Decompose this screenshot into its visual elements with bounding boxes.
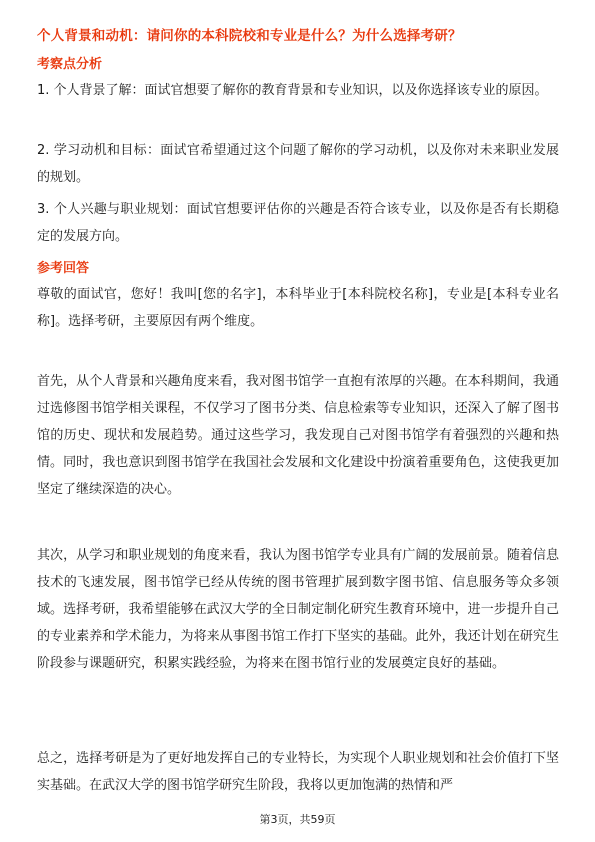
analysis-point-2: 2. 学习动机和目标：面试官希望通过这个问题了解你的学习动机，以及你对未来职业发展的规划。 [37,143,559,185]
page-number-footer: 第3页，共59页 [259,813,336,826]
answer-paragraph-3: 其次，从学习和职业规划的角度来看，我认为图书馆学专业具有广阔的发展前景。随着信息技术的飞速发展，图书馆学已经从传统的图书管理扩展到数字图书馆、信息服务等众多领域。选择考研，我希望能够在武汉大学的全日制定制化研究生教育环境中，进一步提升自己的专业素养和学术能力，为将来从事图书馆工作打下坚实的基础。此外，我还计划在研究生阶段参与课题研究，积累实践经验，为将来在图书馆行业的发展奠定良好的基础。 [37,548,559,671]
analysis-point-1: 1. 个人背景了解：面试官想要了解你的教育背景和专业知识，以及你选择该专业的原因。 [37,83,548,98]
answer-heading: 参考回答 [37,261,90,276]
answer-paragraph-4: 总之，选择考研是为了更好地发挥自己的专业特长，为实现个人职业规划和社会价值打下坚实基础。在武汉大学的图书馆学研究生阶段，我将以更加饱满的热情和严 [37,751,559,793]
answer-paragraph-1: 尊敬的面试官，您好！我叫[您的名字]，本科毕业于[本科院校名称]，专业是[本科专业名称]。选择考研，主要原因有两个维度。 [37,287,559,329]
analysis-point-3: 3. 个人兴趣与职业规划：面试官想要评估你的兴趣是否符合该专业，以及你是否有长期稳定的发展方向。 [37,202,559,244]
question-title: 个人背景和动机：请问你的本科院校和专业是什么？为什么选择考研？ [37,28,462,44]
analysis-heading: 考察点分析 [37,57,103,72]
answer-paragraph-2: 首先，从个人背景和兴趣角度来看，我对图书馆学一直抱有浓厚的兴趣。在本科期间，我通过选修图书馆学相关课程，不仅学习了图书分类、信息检索等专业知识，还深入了解了图书馆的历史、现状和发展趋势。通过这些学习，我发现自己对图书馆学有着强烈的兴趣和热情。同时，我也意识到图书馆学在我国社会发展和文化建设中扮演着重要角色，这使我更加坚定了继续深造的决心。 [37,374,559,497]
